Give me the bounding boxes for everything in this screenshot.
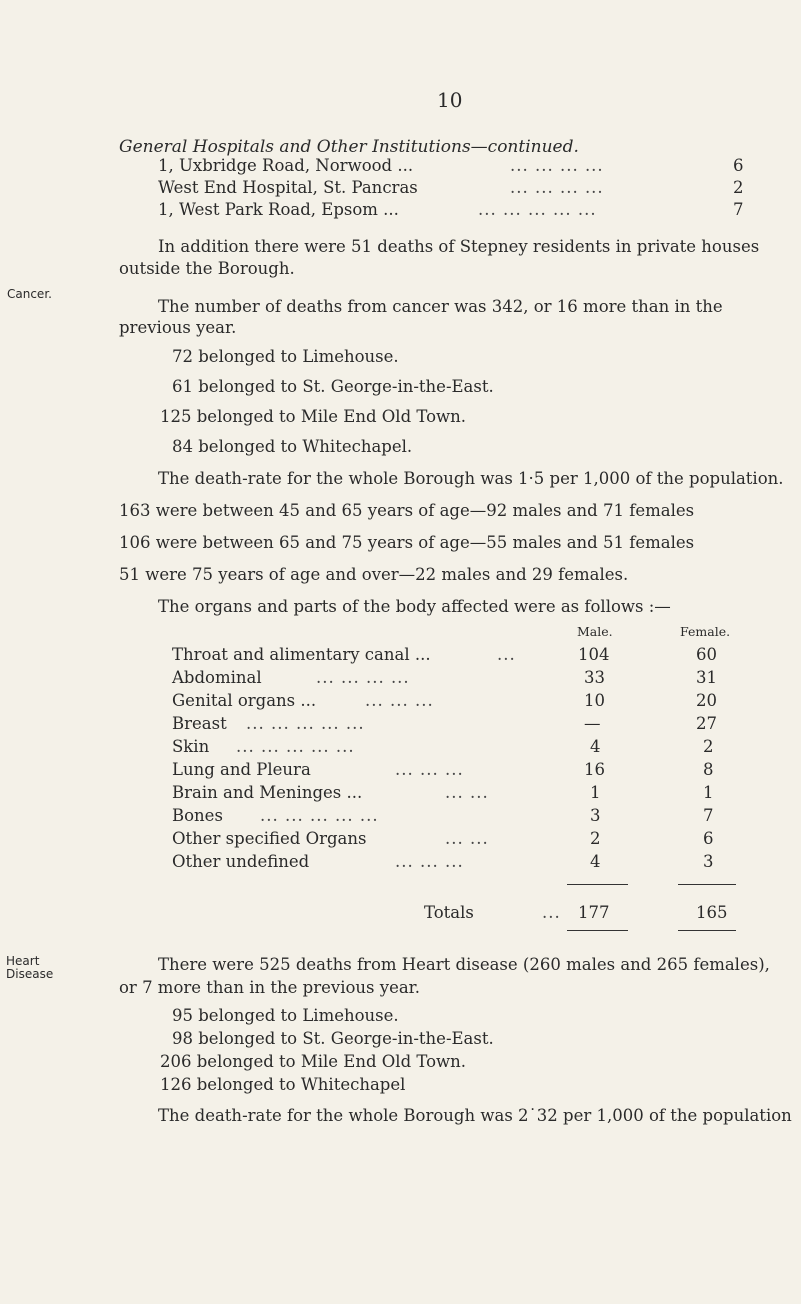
private-houses-line1: In addition there were 51 deaths of Stepney residents in private houses — [158, 237, 760, 256]
leader-dots: ... ... ... ... ... — [478, 200, 597, 219]
table-row — [0, 783, 801, 805]
leader-dots: ... ... ... ... ... — [236, 737, 355, 756]
leader-dots: ... ... — [445, 829, 489, 848]
female-count: 8 — [703, 760, 714, 779]
organs-intro: The organs and parts of the body affected were as follows :— — [158, 597, 671, 616]
female-count: 27 — [696, 714, 717, 733]
institution-row — [0, 156, 801, 178]
institution-count: 2 — [733, 178, 744, 197]
heart-margin-label-2: Disease — [6, 967, 54, 981]
table-row — [0, 645, 801, 667]
organ-label: Lung and Pleura — [172, 760, 311, 779]
organ-label: Bones — [172, 806, 223, 825]
organ-label: Skin — [172, 737, 210, 756]
organ-label: Throat and alimentary canal ... — [172, 645, 431, 664]
heart-district-limehouse: 95 belonged to Limehouse. — [172, 1006, 399, 1025]
heart-intro-line1: There were 525 deaths from Heart disease (260 males and 265 females), — [158, 955, 770, 974]
male-count: 4 — [590, 852, 601, 871]
cancer-death-rate: The death-rate for the whole Borough was 1·5 per 1,000 of the population. — [158, 469, 784, 488]
cancer-intro-line2: previous year. — [119, 318, 237, 337]
male-count: 16 — [584, 760, 605, 779]
heart-margin-label-1: Heart — [6, 954, 40, 968]
cancer-intro-line1: The number of deaths from cancer was 342, or 16 more than in the — [158, 297, 723, 316]
male-count: 4 — [590, 737, 601, 756]
female-count: 31 — [696, 668, 717, 687]
organ-label: Abdominal — [172, 668, 262, 687]
female-count: 3 — [703, 852, 714, 871]
leader-dots: ... ... ... — [395, 760, 464, 779]
total-female: 165 — [696, 903, 728, 922]
leader-dots: ... ... — [445, 783, 489, 802]
male-count: 10 — [584, 691, 605, 710]
female-count: 60 — [696, 645, 717, 664]
cancer-age-group-65-75: 106 were between 65 and 75 years of age—55 males and 51 females — [119, 533, 695, 552]
institution-name: 1, West Park Road, Epsom ... — [158, 200, 399, 219]
column-header-female: Female. — [680, 624, 731, 639]
cancer-district-st-george: 61 belonged to St. George-in-the-East. — [172, 377, 494, 396]
cancer-district-limehouse: 72 belonged to Limehouse. — [172, 347, 399, 366]
leader-dots: ... — [497, 645, 516, 664]
male-count: 3 — [590, 806, 601, 825]
cancer-margin-label: Cancer. — [7, 287, 52, 301]
column-header-male: Male. — [577, 624, 613, 639]
institution-row — [0, 200, 801, 222]
heart-death-rate: The death-rate for the whole Borough was 2˙32 per 1,000 of the population — [158, 1106, 792, 1125]
cancer-age-group-45-65: 163 were between 45 and 65 years of age—92 males and 71 females — [119, 501, 695, 520]
institution-name: West End Hospital, St. Pancras — [158, 178, 418, 197]
organ-label: Other specified Organs — [172, 829, 367, 848]
leader-dots: ... ... ... ... ... — [260, 806, 379, 825]
cancer-district-mile-end: 125 belonged to Mile End Old Town. — [160, 407, 467, 426]
heart-intro-line2: or 7 more than in the previous year. — [119, 978, 420, 997]
table-row — [0, 668, 801, 690]
table-row — [0, 829, 801, 851]
institution-count: 7 — [733, 200, 744, 219]
table-row — [0, 806, 801, 828]
male-count: 33 — [584, 668, 605, 687]
organ-label: Breast — [172, 714, 227, 733]
organ-label: Brain and Meninges ... — [172, 783, 363, 802]
male-total-double-rule — [567, 930, 628, 931]
female-count: 7 — [703, 806, 714, 825]
leader-dots: ... ... ... ... — [510, 178, 604, 197]
totals-label: Totals — [424, 903, 474, 922]
page-number: 10 — [437, 88, 463, 112]
heart-district-whitechapel: 126 belonged to Whitechapel — [160, 1075, 406, 1094]
leader-dots: ... ... ... — [365, 691, 434, 710]
table-row — [0, 760, 801, 782]
leader-dots: ... ... ... ... — [316, 668, 410, 687]
leader-dots: ... — [542, 903, 561, 922]
leader-dots: ... ... ... ... — [510, 156, 604, 175]
cancer-district-whitechapel: 84 belonged to Whitechapel. — [172, 437, 413, 456]
female-count: 2 — [703, 737, 714, 756]
cancer-age-group-75-plus: 51 were 75 years of age and over—22 males and 29 females. — [119, 565, 629, 584]
table-row — [0, 852, 801, 874]
organ-label: Other undefined — [172, 852, 310, 871]
institution-row — [0, 178, 801, 200]
male-count: 104 — [578, 645, 610, 664]
male-count: 2 — [590, 829, 601, 848]
institution-count: 6 — [733, 156, 744, 175]
organ-label: Genital organs ... — [172, 691, 317, 710]
leader-dots: ... ... ... — [395, 852, 464, 871]
male-count: 1 — [590, 783, 601, 802]
section-heading: General Hospitals and Other Institutions—continued. — [119, 137, 579, 157]
totals-row — [0, 903, 801, 925]
private-houses-line2: outside the Borough. — [119, 259, 295, 278]
female-count: 1 — [703, 783, 714, 802]
female-count: 20 — [696, 691, 717, 710]
total-male: 177 — [578, 903, 610, 922]
female-count: 6 — [703, 829, 714, 848]
table-row — [0, 691, 801, 713]
leader-dots: ... ... ... ... ... — [246, 714, 365, 733]
female-sum-rule — [678, 884, 736, 885]
table-row — [0, 714, 801, 736]
heart-district-st-george: 98 belonged to St. George-in-the-East. — [172, 1029, 494, 1048]
table-row — [0, 737, 801, 759]
institution-name: 1, Uxbridge Road, Norwood ... — [158, 156, 414, 175]
male-count: — — [584, 714, 601, 733]
female-total-double-rule — [678, 930, 736, 931]
male-sum-rule — [567, 884, 628, 885]
heart-district-mile-end: 206 belonged to Mile End Old Town. — [160, 1052, 467, 1071]
